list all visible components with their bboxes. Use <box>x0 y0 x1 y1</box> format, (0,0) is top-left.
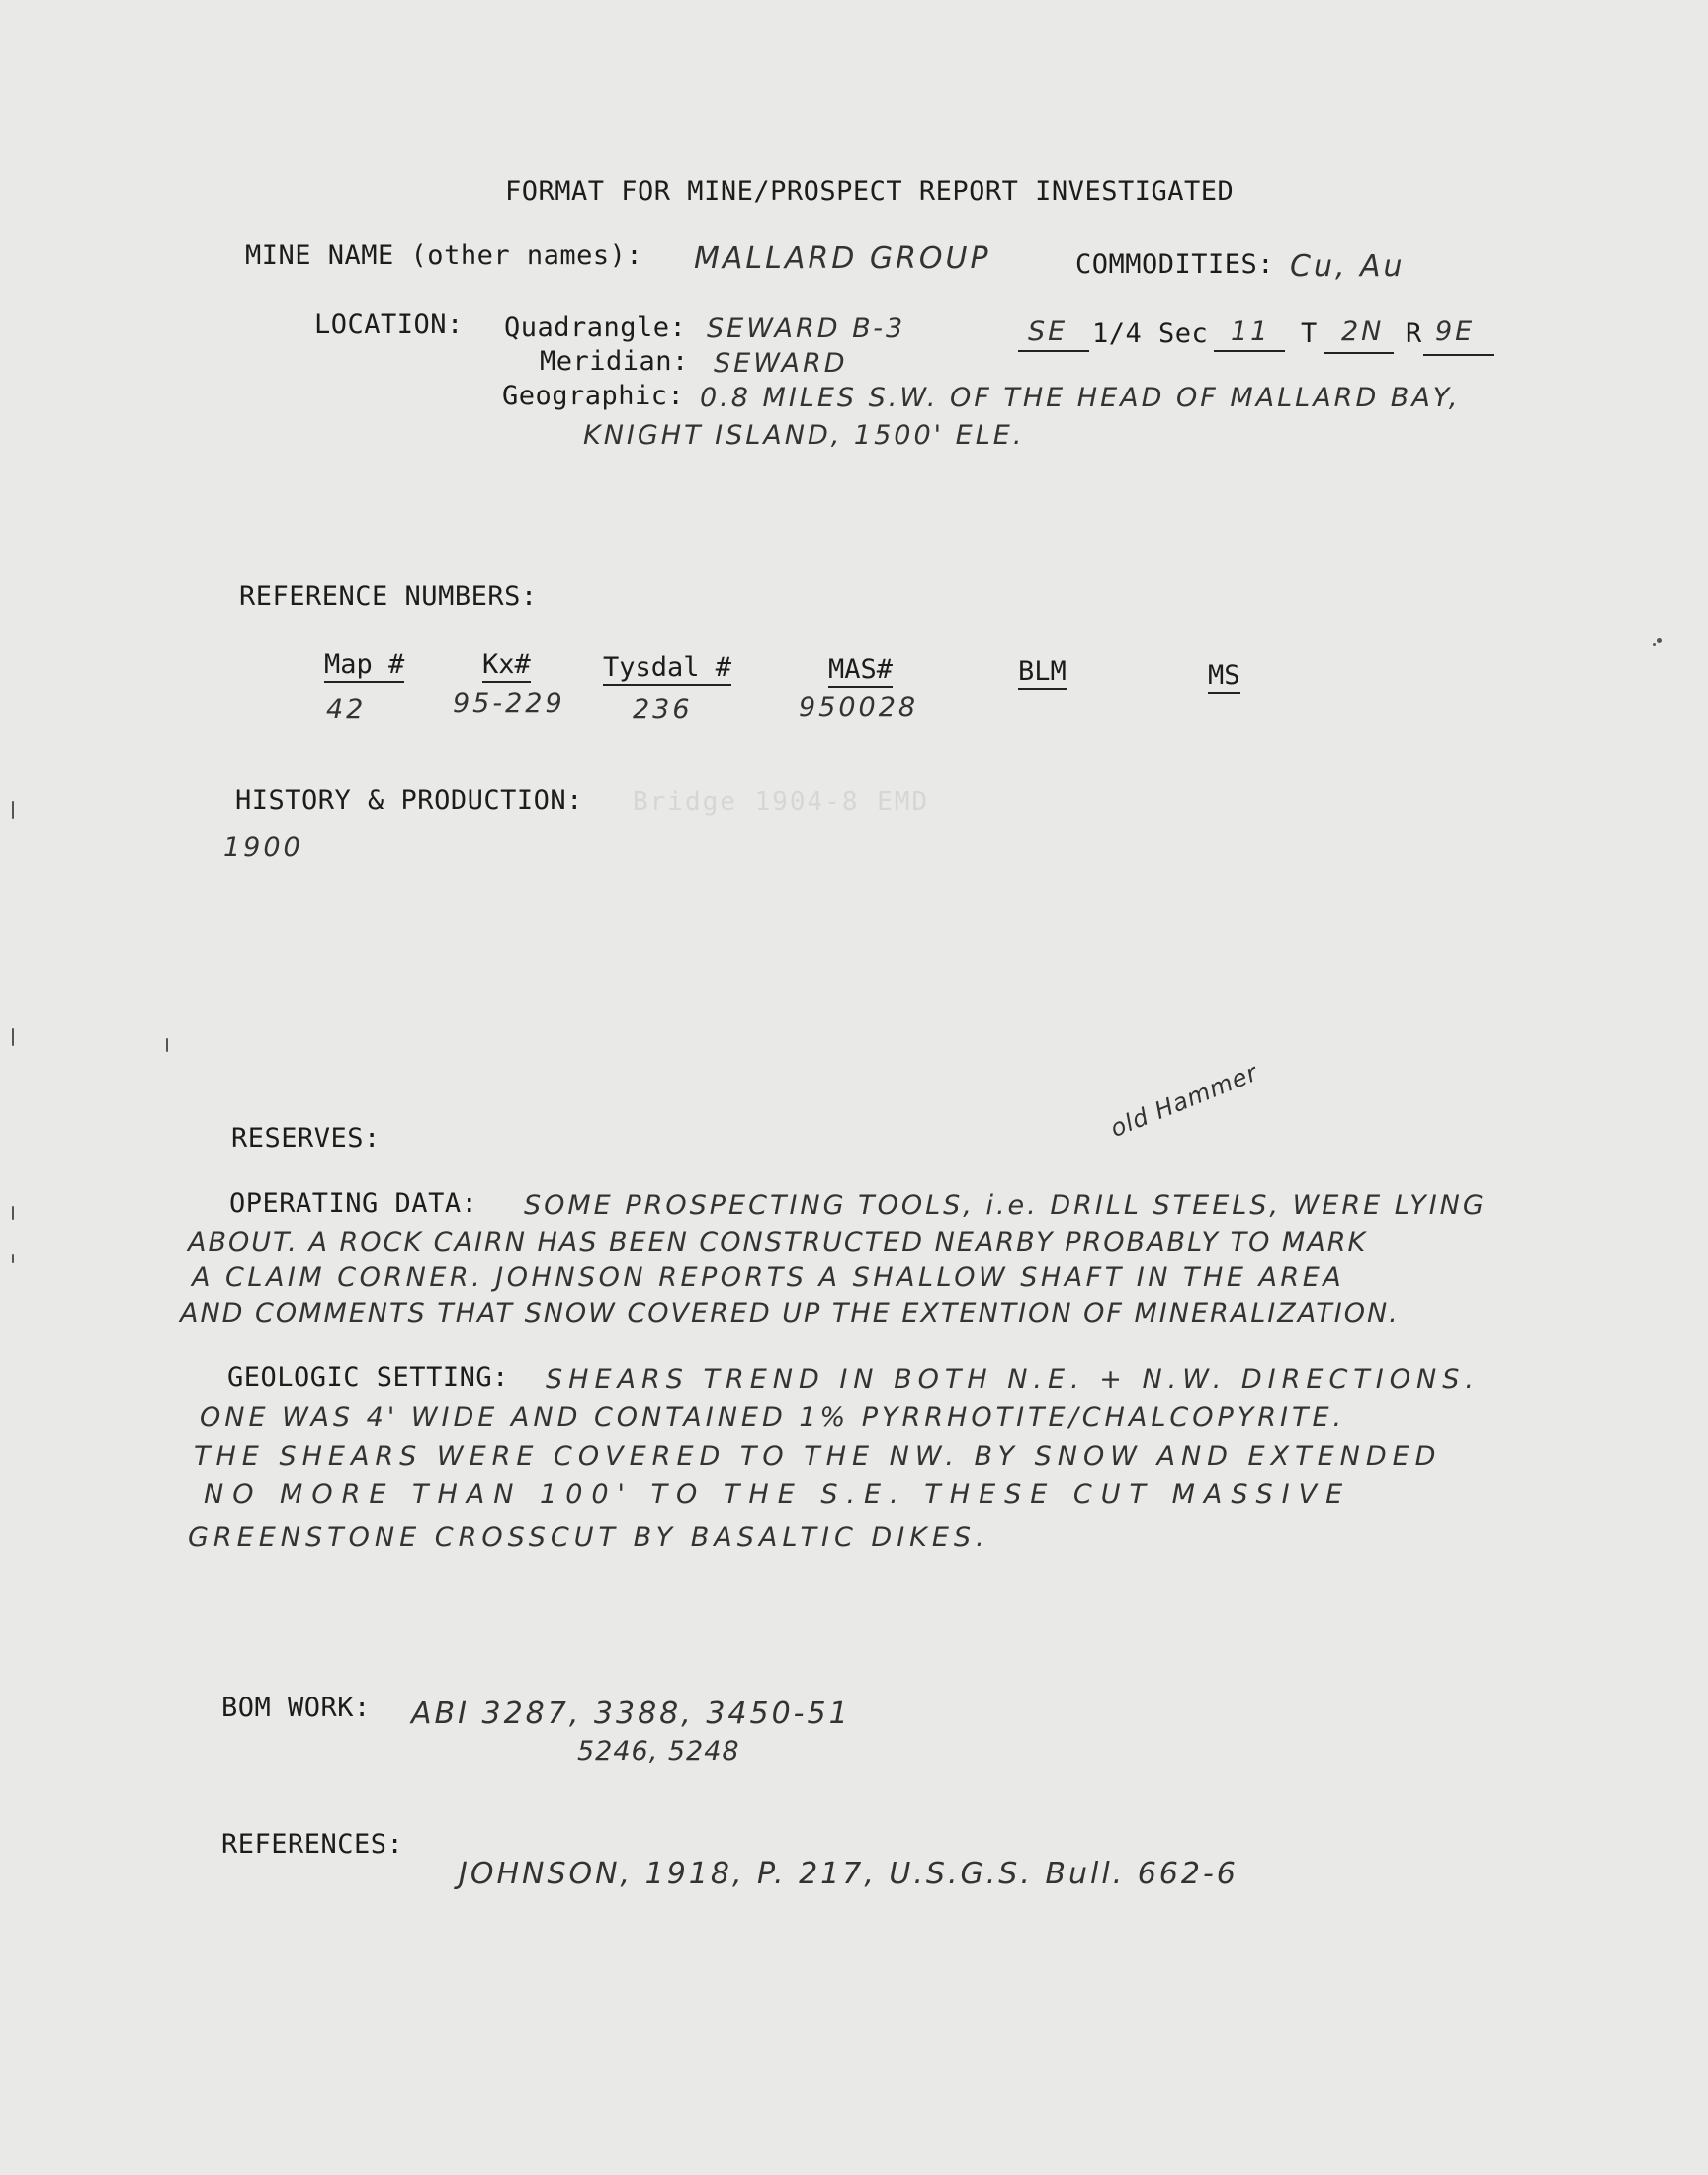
geologic-setting-line-3: THE SHEARS WERE COVERED TO THE NW. BY SNOW AND EXTENDED <box>194 1441 1442 1472</box>
references-label: REFERENCES: <box>221 1829 404 1860</box>
geologic-setting-line-5: GREENSTONE CROSSCUT BY BASALTIC DIKES. <box>188 1522 989 1553</box>
range-label: R <box>1406 318 1422 349</box>
operating-data-annotation: old Hammer <box>1106 1058 1262 1143</box>
scan-speck <box>12 1028 14 1046</box>
township-value: 2N <box>1341 316 1385 347</box>
meridian-value: SEWARD <box>714 348 848 379</box>
reference-numbers-label: REFERENCE NUMBERS: <box>239 581 538 612</box>
scan-speck <box>12 1254 14 1263</box>
operating-data-label: OPERATING DATA: <box>229 1188 478 1219</box>
meridian-label: Meridian: <box>540 346 689 377</box>
ref-header-kx: Kx# <box>482 650 531 683</box>
quarter-blank <box>1018 350 1089 352</box>
form-title: FORMAT FOR MINE/PROSPECT REPORT INVESTIGATED <box>505 176 1235 207</box>
reserves-label: RESERVES: <box>231 1123 381 1154</box>
quadrangle-label: Quadrangle: <box>504 312 687 343</box>
ref-value-mas: 950028 <box>799 692 919 723</box>
quarter-value: SE <box>1028 316 1068 347</box>
scan-speck <box>12 801 14 819</box>
operating-data-line-4: AND COMMENTS THAT SNOW COVERED UP THE EXTENTION OF MINERALIZATION. <box>180 1298 1400 1329</box>
scan-speck <box>1653 643 1656 646</box>
geographic-line-2: KNIGHT ISLAND, 1500' ELE. <box>583 420 1025 451</box>
geologic-setting-line-1: SHEARS TREND IN BOTH N.E. + N.W. DIRECTIONS. <box>546 1364 1480 1395</box>
ref-value-kx: 95-229 <box>453 688 565 719</box>
mine-name-label: MINE NAME (other names): <box>245 240 643 271</box>
township-label: T <box>1301 318 1318 349</box>
operating-data-line-2: ABOUT. A ROCK CAIRN HAS BEEN CONSTRUCTED NEARBY PROBABLY TO MARK <box>188 1227 1368 1258</box>
bom-work-line-1: ABI 3287, 3388, 3450-51 <box>411 1696 851 1731</box>
ref-header-mas: MAS# <box>828 654 893 688</box>
ref-header-ms: MS <box>1208 660 1240 694</box>
bom-work-label: BOM WORK: <box>221 1693 371 1723</box>
ref-header-map: Map # <box>324 650 404 683</box>
ref-value-tysdal: 236 <box>633 694 693 725</box>
ref-header-tysdal: Tysdal # <box>603 652 731 686</box>
mine-name-value: MALLARD GROUP <box>694 241 991 276</box>
bom-work-line-2: 5246, 5248 <box>577 1736 740 1767</box>
quadrangle-value: SEWARD B-3 <box>707 313 906 344</box>
geologic-setting-label: GEOLOGIC SETTING: <box>227 1362 509 1393</box>
history-value: 1900 <box>223 832 303 863</box>
quarter-section-label: 1/4 Sec <box>1092 318 1209 349</box>
section-blank <box>1214 350 1285 352</box>
ref-value-map: 42 <box>326 694 367 725</box>
operating-data-line-3: A CLAIM CORNER. JOHNSON REPORTS A SHALLOW SHAFT IN THE AREA <box>192 1262 1345 1293</box>
location-label: LOCATION: <box>314 309 464 340</box>
commodities-value: Cu, Au <box>1290 249 1406 284</box>
commodities-label: COMMODITIES: <box>1075 249 1275 280</box>
geologic-setting-line-2: ONE WAS 4' WIDE AND CONTAINED 1% PYRRHOTITE/CHALCOPYRITE. <box>200 1402 1346 1433</box>
operating-data-line-1: SOME PROSPECTING TOOLS, i.e. DRILL STEELS, WERE LYING <box>524 1190 1487 1221</box>
township-blank <box>1324 352 1394 354</box>
geographic-line-1: 0.8 MILES S.W. OF THE HEAD OF MALLARD BAY, <box>700 383 1461 413</box>
scan-speck <box>1657 638 1662 643</box>
ref-header-blm: BLM <box>1018 656 1067 690</box>
scan-speck <box>12 1206 14 1220</box>
references-value: JOHNSON, 1918, P. 217, U.S.G.S. Bull. 662-6 <box>459 1857 1238 1891</box>
history-faint-text: Bridge 1904-8 EMD <box>633 787 930 817</box>
geologic-setting-line-4: NO MORE THAN 100' TO THE S.E. THESE CUT MASSIVE <box>204 1479 1352 1510</box>
scan-speck <box>166 1038 168 1052</box>
range-value: 9E <box>1435 316 1476 347</box>
section-value: 11 <box>1231 316 1271 347</box>
geographic-label: Geographic: <box>502 381 685 411</box>
history-label: HISTORY & PRODUCTION: <box>235 785 583 816</box>
range-blank <box>1423 354 1494 356</box>
